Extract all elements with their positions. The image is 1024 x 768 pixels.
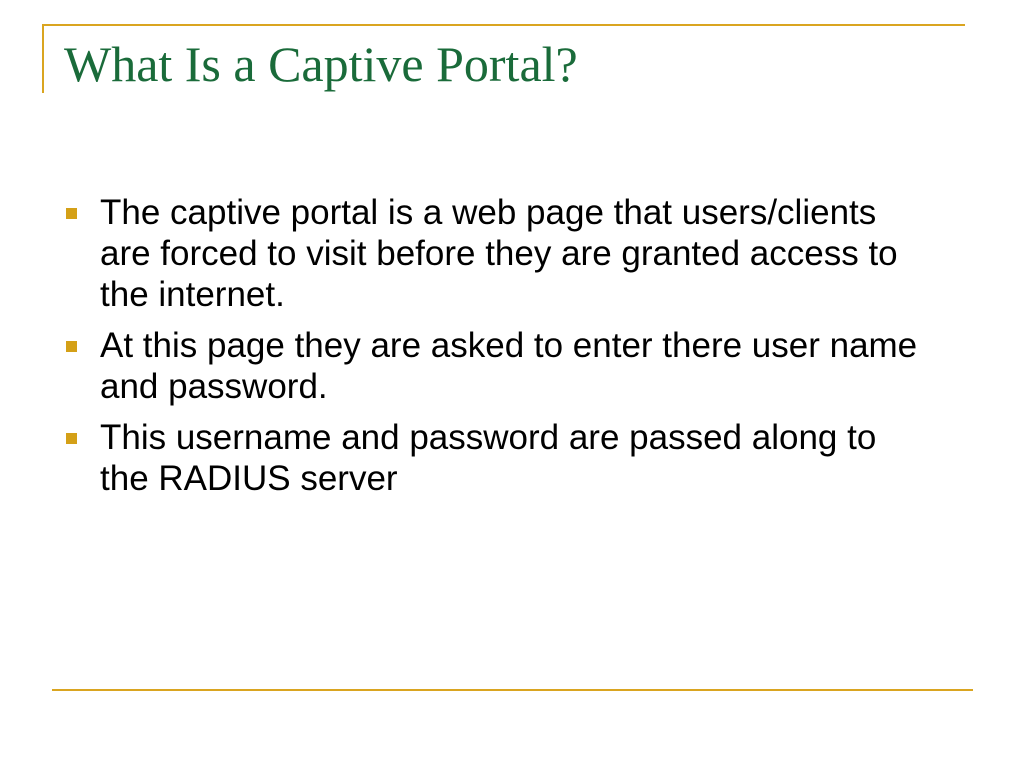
bullet-item [66,417,926,499]
bottom-rule [52,689,973,691]
square-bullet-icon [66,433,77,444]
bullet-list [66,192,926,509]
left-rule [42,24,44,93]
bullet-text: At this page they are asked to enter there user name and password. [100,326,918,406]
top-rule [42,24,965,26]
square-bullet-icon [66,208,77,219]
square-bullet-icon [66,341,77,352]
bullet-item [66,192,926,315]
bullet-text: This username and password are passed along to the RADIUS server [100,418,877,498]
slide-title: What Is a Captive Portal? [64,36,578,92]
bullet-text: The captive portal is a web page that users/clients are forced to visit before they are granted access to the internet. [100,193,898,314]
bullet-item [66,325,926,407]
